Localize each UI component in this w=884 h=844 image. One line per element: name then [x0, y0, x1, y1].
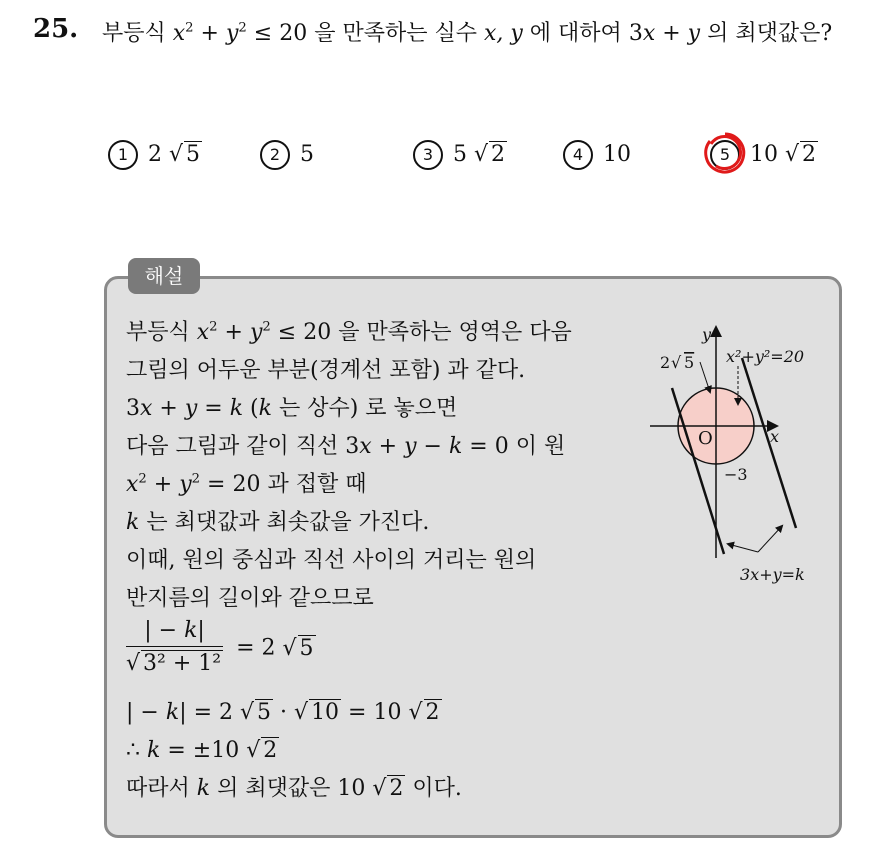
sol-text: 부등식	[126, 320, 197, 345]
sol-text: 3	[126, 396, 140, 421]
sol-var-x: x	[126, 472, 139, 497]
solution-fraction-line	[126, 618, 572, 694]
y-axis-label: y	[702, 325, 712, 344]
sol-text: 는 최댓값과 최솟값을 가진다.	[139, 510, 430, 535]
sol-radicand: 5	[299, 635, 314, 661]
question-text-3: 에 대하여	[522, 21, 629, 46]
solution-line-3	[126, 390, 572, 428]
radius-sqrt-icon: √	[671, 353, 682, 372]
solution-tag: 해설	[128, 258, 200, 294]
question-stem	[102, 16, 862, 52]
solution-text	[126, 314, 572, 808]
solution-line-2	[126, 352, 572, 390]
sol-var-k: k	[196, 776, 211, 801]
sol-text: ≤ 20 을 만족하는 영역은 다음	[270, 320, 572, 345]
sol-exp: 2	[262, 319, 271, 335]
sqrt-symbol: √ 2	[408, 700, 440, 725]
x-axis-label: x	[770, 427, 780, 446]
sol-text: = ±10	[160, 738, 247, 763]
expr-plus: +	[655, 21, 688, 46]
sol-exp: 2	[209, 319, 218, 335]
ineq-x: x	[172, 21, 186, 46]
expr-3: 3	[628, 21, 643, 46]
sol-text: =	[197, 396, 230, 421]
sol-text: −	[416, 434, 449, 459]
sol-text: 반지름의 길이와 같으므로	[126, 586, 374, 611]
sqrt-symbol: √ 2	[474, 142, 506, 167]
fraction-numerator: | − k|	[126, 618, 223, 647]
sqrt-symbol: √ 5	[282, 635, 314, 661]
sol-text: = 2	[229, 635, 283, 661]
sqrt-symbol: √ 10	[294, 700, 340, 725]
sol-text: 그림의 어두운 부분(경계선 포함) 과 같다.	[126, 358, 526, 383]
sol-var-x: x	[140, 396, 153, 421]
sol-text: 의 최댓값은 10	[210, 776, 373, 801]
sqrt-symbol: √ 2	[372, 776, 404, 801]
choice-3-coef: 5	[453, 142, 467, 167]
sol-var-k: k	[126, 510, 140, 535]
solution-line-12	[126, 770, 572, 808]
line-equation: 3x+y=k	[740, 565, 805, 584]
choice-5-marker: 5	[710, 140, 740, 170]
sol-text: 이다.	[405, 776, 462, 801]
choice-3-radicand: 2	[491, 142, 506, 167]
sol-exp: 2	[138, 471, 147, 487]
choice-1[interactable]	[108, 140, 202, 170]
circle-equation: x²+y²=20	[726, 347, 805, 366]
sol-plus: +	[217, 320, 250, 345]
sol-var-x: x	[359, 434, 372, 459]
choice-2[interactable]	[260, 140, 314, 170]
y-intercept-label: −3	[724, 465, 748, 484]
solution-line-10	[126, 694, 572, 732]
sol-text: = 0 이 원	[462, 434, 566, 459]
choice-1-coef: 2	[148, 142, 162, 167]
distance-fraction	[126, 618, 223, 679]
sol-var-k: k	[147, 738, 161, 763]
sol-text: | = 2	[179, 700, 241, 725]
sol-radicand: 2	[389, 776, 404, 801]
ineq-x-exp: 2	[185, 20, 194, 36]
sol-var-k: k	[448, 434, 463, 459]
sol-exp: 2	[191, 471, 201, 487]
choice-2-marker: 2	[260, 140, 290, 170]
question-text-2: 을 만족하는 실수	[307, 21, 484, 46]
choice-5-radicand: 2	[802, 142, 817, 167]
sol-plus: +	[371, 434, 405, 459]
line-eq-pointer-a	[728, 544, 758, 552]
sqrt-symbol: √ 2	[785, 142, 817, 167]
sol-text: = 10	[341, 700, 409, 725]
choice-3-marker: 3	[413, 140, 443, 170]
sol-var-k: k	[165, 700, 180, 725]
solution-line-4	[126, 428, 572, 466]
sol-plus: +	[152, 396, 185, 421]
sol-radicand: 2	[263, 738, 278, 763]
solution-line-11	[126, 732, 572, 770]
choice-4[interactable]	[563, 140, 631, 170]
sol-text: ·	[273, 700, 295, 725]
radius-pointer	[700, 362, 710, 392]
sol-text: = 20 과 접할 때	[200, 472, 367, 497]
radius-label-coef: 2	[660, 353, 671, 372]
line-eq-pointer-b	[758, 526, 782, 552]
ineq-rhs: ≤ 20	[246, 21, 308, 46]
sol-var-y: y	[249, 320, 263, 345]
sol-text: | −	[126, 700, 166, 725]
sol-text: ∴	[126, 738, 147, 763]
origin-label: O	[698, 428, 713, 449]
tangent-line-diagram	[640, 318, 830, 588]
expr-x: x	[642, 21, 656, 46]
sol-text: 는 상수) 로 놓으면	[271, 396, 458, 421]
ineq-y: y	[225, 21, 239, 46]
choice-3[interactable]	[413, 140, 507, 170]
sol-text: 다음 그림과 같이 직선 3	[126, 434, 360, 459]
sqrt-symbol: √ 2	[246, 738, 278, 763]
sol-radicand: 5	[257, 700, 272, 725]
choice-4-value: 10	[603, 142, 631, 167]
sol-text: 따라서	[126, 776, 197, 801]
sqrt-symbol: √ 3² + 1²	[126, 651, 222, 676]
sol-var-y: y	[179, 472, 192, 497]
radius-label-radicand: 5	[684, 353, 695, 372]
expr-y: y	[687, 21, 701, 46]
sol-var-y: y	[184, 396, 198, 421]
ineq-y-exp: 2	[238, 20, 247, 36]
ineq-plus: +	[193, 21, 226, 46]
choice-4-marker: 4	[563, 140, 593, 170]
solution-line-5	[126, 466, 572, 504]
fraction-denominator	[126, 647, 223, 679]
sqrt-symbol: √ 5	[169, 142, 201, 167]
denominator-radicand: 3² + 1²	[143, 651, 222, 676]
sol-plus: +	[146, 472, 180, 497]
question-vars: x, y	[483, 21, 523, 46]
sol-text: 이때, 원의 중심과 직선 사이의 거리는 원의	[126, 548, 537, 573]
solution-line-7	[126, 542, 572, 580]
answer-choices	[108, 140, 848, 176]
question-text-4: 의 최댓값은?	[700, 21, 833, 46]
question-text-1: 부등식	[102, 21, 173, 46]
solution-line-8	[126, 580, 572, 618]
sol-var-x: x	[196, 320, 210, 345]
sol-var-y: y	[404, 434, 417, 459]
solution-line-6	[126, 504, 572, 542]
choice-2-value: 5	[300, 142, 314, 167]
choice-5-coef: 10	[750, 142, 778, 167]
solution-line-1	[126, 314, 572, 352]
choice-1-radicand: 5	[186, 142, 201, 167]
sol-text: (	[243, 396, 259, 421]
choice-1-marker: 1	[108, 140, 138, 170]
sqrt-symbol: √ 5	[240, 700, 272, 725]
sol-var-k: k	[229, 396, 244, 421]
sol-radicand: 2	[425, 700, 440, 725]
sol-radicand: 10	[311, 700, 340, 725]
sol-var-k: k	[258, 396, 272, 421]
choice-5[interactable]	[710, 140, 818, 170]
question-number: 25.	[33, 14, 79, 44]
